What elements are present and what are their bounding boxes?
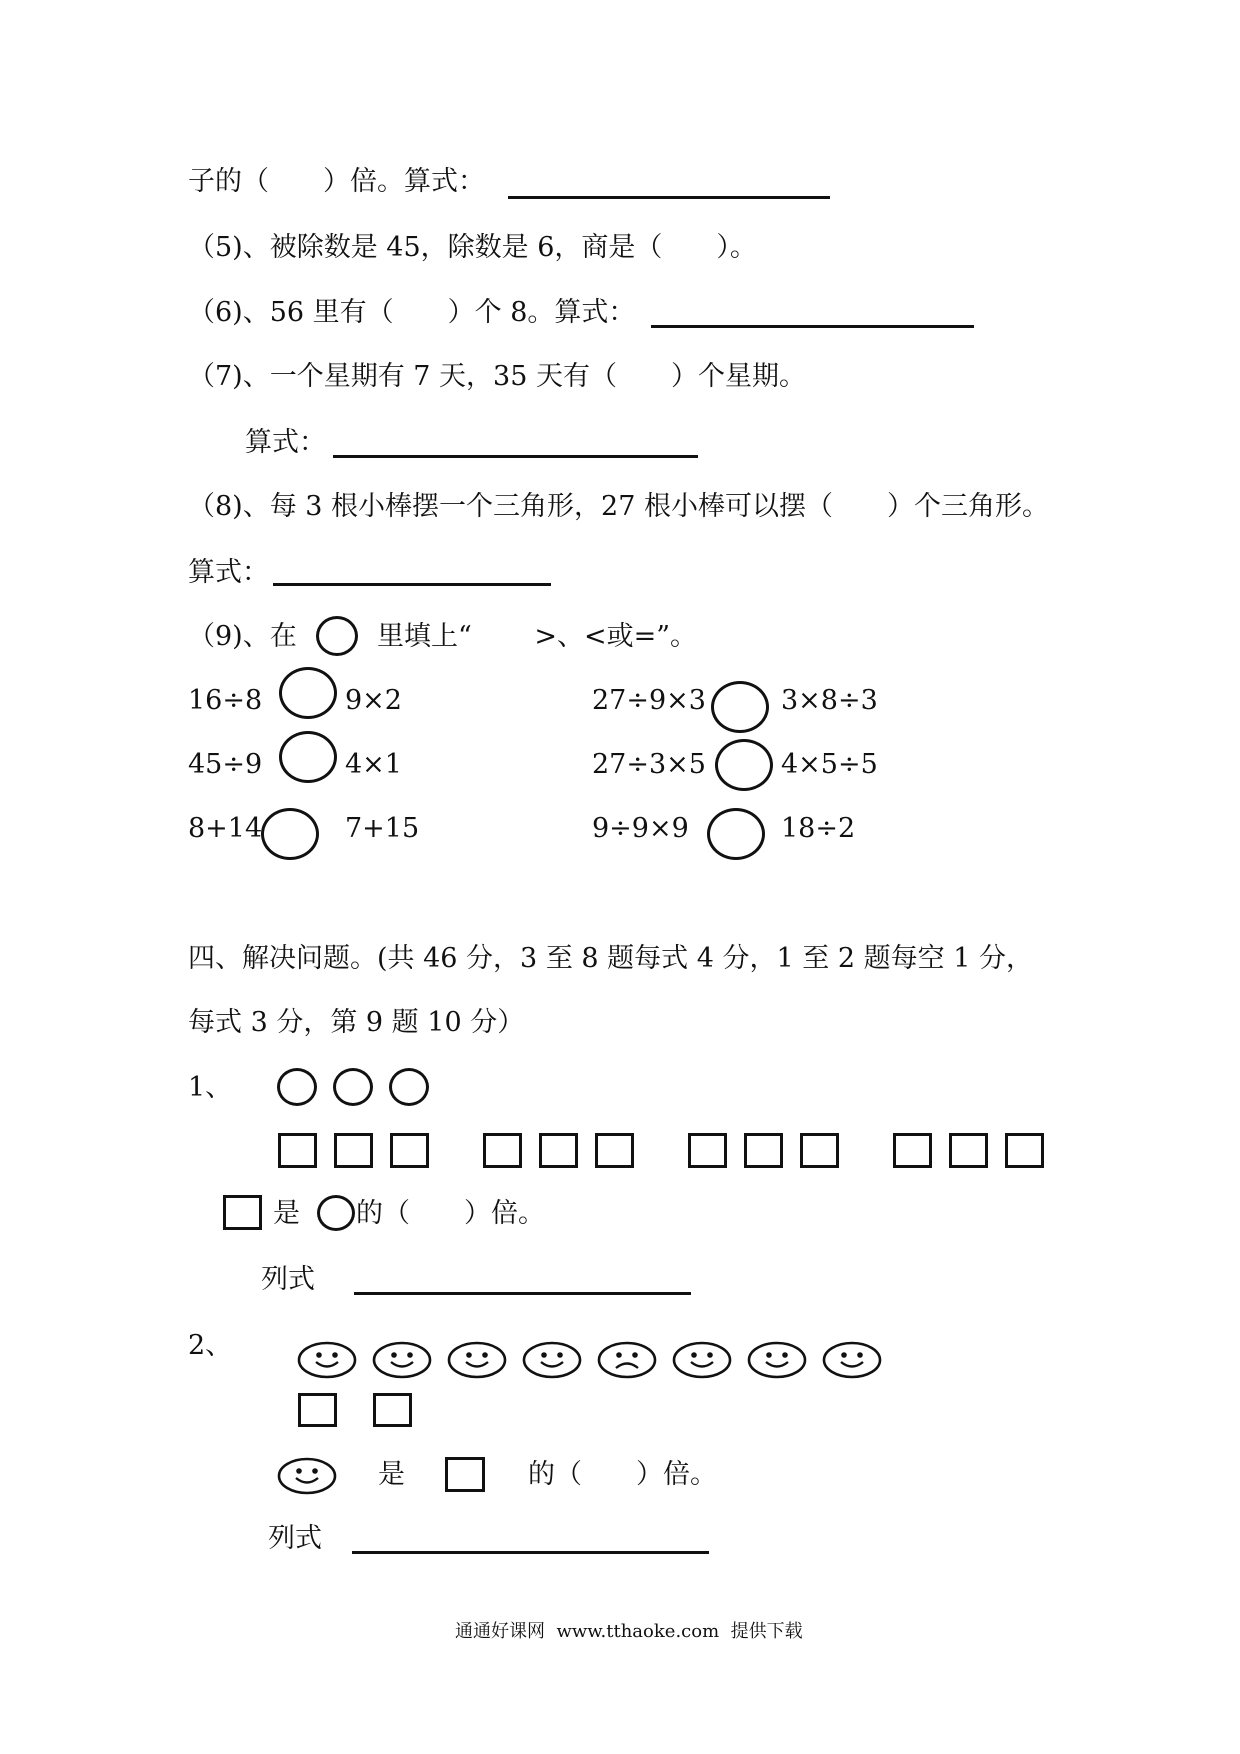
smile-face-icon: [297, 1340, 357, 1380]
q8-text: （8)、每 3 根小棒摆一个三角形，27 根小棒可以摆（ ）个三角形。: [188, 491, 1049, 522]
compare-right-3-a: 9÷9×9: [592, 813, 689, 844]
q8-answer-blank[interactable]: [273, 583, 551, 586]
p1-number: 1、: [188, 1072, 233, 1103]
compare-right-2-a: 27÷3×5: [592, 749, 706, 780]
p1-circle-3: [389, 1068, 429, 1106]
section4-heading-line1: 四、解决问题。(共 46 分，3 至 8 题每式 4 分，1 至 2 题每空 1 分，: [188, 943, 1033, 974]
compare-left-2-b: 4×1: [345, 749, 402, 780]
p1-square-g4-2: [949, 1133, 988, 1168]
p1-formula-label: 列式: [261, 1264, 315, 1295]
compare-left-1-a: 16÷8: [188, 685, 263, 716]
smile-face-icon: [747, 1340, 807, 1380]
p1-circle-1: [277, 1068, 317, 1106]
compare-right-1-a: 27÷9×3: [592, 685, 706, 716]
q5-text: （5)、被除数是 45，除数是 6，商是（ ）。: [188, 232, 757, 263]
p1-square-g2-3: [595, 1133, 634, 1168]
q6-answer-blank[interactable]: [651, 325, 974, 328]
compare-right-1-circle[interactable]: [711, 681, 769, 733]
compare-right-3-b: 18÷2: [781, 813, 856, 844]
q9-example-circle: [316, 616, 358, 656]
p1-square-g3-1: [688, 1133, 727, 1168]
p2-formula-label: 列式: [268, 1523, 322, 1554]
compare-left-1-circle[interactable]: [279, 667, 337, 719]
p1-square-g2-1: [483, 1133, 522, 1168]
compare-right-2-b: 4×5÷5: [781, 749, 878, 780]
p2-answer-square-symbol: [445, 1457, 485, 1492]
compare-left-3-b: 7+15: [345, 813, 420, 844]
smile-face-icon: [522, 1340, 582, 1380]
p1-formula-blank[interactable]: [354, 1292, 691, 1295]
p2-square-2: [373, 1393, 412, 1427]
p1-answer-square-symbol: [223, 1195, 262, 1230]
q4-continuation: 子的（ ）倍。算式：: [188, 166, 485, 197]
q6-text: （6)、56 里有（ ）个 8。算式：: [188, 297, 636, 328]
p2-answer-smiley-icon: [277, 1456, 337, 1496]
p1-square-g4-1: [893, 1133, 932, 1168]
q7-formula-label: 算式：: [245, 427, 326, 458]
smile-face-icon: [447, 1340, 507, 1380]
p1-square-g3-3: [800, 1133, 839, 1168]
compare-left-2-circle[interactable]: [279, 731, 337, 783]
p2-of-label: 的（ ）倍。: [528, 1459, 717, 1490]
smile-face-icon: [372, 1340, 432, 1380]
frown-face-icon: [597, 1340, 657, 1380]
q9-prefix: （9)、在: [188, 621, 297, 652]
q8-formula-label: 算式：: [188, 557, 269, 588]
section4-heading-line2: 每式 3 分，第 9 题 10 分）: [188, 1007, 525, 1038]
p1-square-g3-2: [744, 1133, 783, 1168]
q4-answer-blank[interactable]: [508, 196, 830, 199]
q7-answer-blank[interactable]: [333, 455, 698, 458]
p2-square-1: [298, 1393, 337, 1427]
compare-left-3-a: 8+14: [188, 813, 263, 844]
q9-suffix: 里填上“ >、<或=”。: [377, 621, 698, 652]
p1-square-g2-2: [539, 1133, 578, 1168]
p1-of-label: 的（ ）倍。: [356, 1198, 545, 1229]
compare-right-2-circle[interactable]: [715, 739, 773, 791]
compare-left-2-a: 45÷9: [188, 749, 263, 780]
p2-formula-blank[interactable]: [352, 1551, 709, 1554]
p1-square-g1-3: [390, 1133, 429, 1168]
p1-square-g4-3: [1005, 1133, 1044, 1168]
smile-face-icon: [672, 1340, 732, 1380]
p1-square-g1-1: [278, 1133, 317, 1168]
p1-is-label: 是: [273, 1198, 300, 1229]
compare-right-1-b: 3×8÷3: [781, 685, 878, 716]
footer-source: 通通好课网 www.tthaoke.com 提供下载: [455, 1621, 803, 1642]
p1-square-g1-2: [334, 1133, 373, 1168]
p2-is-label: 是: [378, 1459, 405, 1490]
p1-circle-2: [333, 1068, 373, 1106]
p1-answer-circle-symbol: [317, 1195, 355, 1231]
p2-number: 2、: [188, 1330, 233, 1361]
compare-right-3-circle[interactable]: [707, 808, 765, 860]
smile-face-icon: [822, 1340, 882, 1380]
q7-text: （7)、一个星期有 7 天，35 天有（ ）个星期。: [188, 361, 806, 392]
compare-left-3-circle[interactable]: [261, 808, 319, 860]
compare-left-1-b: 9×2: [345, 685, 402, 716]
